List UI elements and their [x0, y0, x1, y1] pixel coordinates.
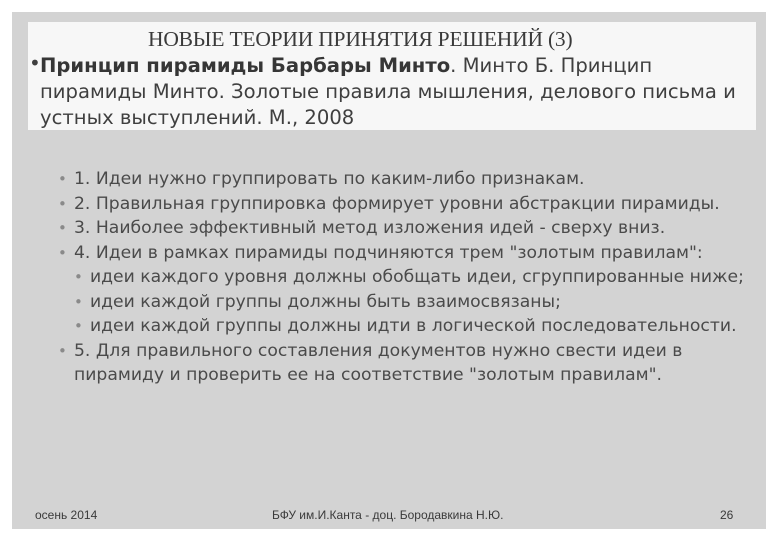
bullet-icon: •: [74, 317, 83, 335]
sub-list-item-text: идеи каждой группы должны быть взаимосвязаны;: [90, 291, 561, 312]
bullet-icon: •: [58, 341, 67, 360]
sub-list-item-text: идеи каждой группы должны идти в логической последовательности.: [90, 316, 737, 336]
sub-list-item-text: идеи каждого уровня должны обобщать идеи, сгруппированные ниже;: [90, 267, 744, 287]
list-item-text: 1. Идеи нужно группировать по каким-либо признакам.: [74, 169, 585, 189]
heading-bullet-icon: •: [29, 51, 41, 75]
list-item-text: 3. Наиболее эффективный метод изложения идей - сверху вниз.: [74, 218, 666, 238]
bullet-icon: •: [58, 194, 67, 213]
list-item: [58, 192, 758, 217]
list-item-text: 5. Для правильного составления документов нужно свести идеи в пирамиду и проверить ее на соответствие "золотым правилам".: [74, 340, 683, 385]
sub-list-item: [58, 290, 758, 315]
list-item: [58, 339, 758, 388]
list-item: [58, 167, 758, 192]
heading-rest: . Минто Б. Принцип пирамиды Минто. Золотые правила мышления, делового письма и устных выступлений. М., 2008: [40, 54, 736, 129]
footer-author: БФУ им.И.Канта - доц. Бородавкина Н.Ю.: [272, 508, 504, 522]
list-item: [58, 216, 758, 241]
bullet-icon: •: [58, 219, 67, 237]
list-item-text: 4. Идеи в рамках пирамиды подчиняются трем "золотым правилам":: [74, 242, 703, 263]
bullet-icon: •: [58, 243, 67, 262]
bullet-icon: •: [74, 268, 83, 286]
sub-list-item: [58, 314, 758, 339]
list-item: [58, 241, 758, 266]
slide-title: НОВЫЕ ТЕОРИИ ПРИНЯТИЯ РЕШЕНИЙ (3): [148, 27, 573, 51]
sub-list-item: [58, 265, 758, 290]
heading-text: [40, 53, 756, 131]
list-item-text: 2. Правильная группировка формирует уровни абстракции пирамиды.: [74, 193, 720, 214]
bullet-icon: •: [58, 170, 67, 188]
bullet-icon: •: [74, 292, 83, 311]
page-number: 26: [720, 508, 734, 522]
bullet-list: [58, 167, 758, 388]
heading-bold: Принцип пирамиды Барбары Минто: [40, 54, 451, 77]
footer-date: осень 2014: [35, 508, 98, 522]
